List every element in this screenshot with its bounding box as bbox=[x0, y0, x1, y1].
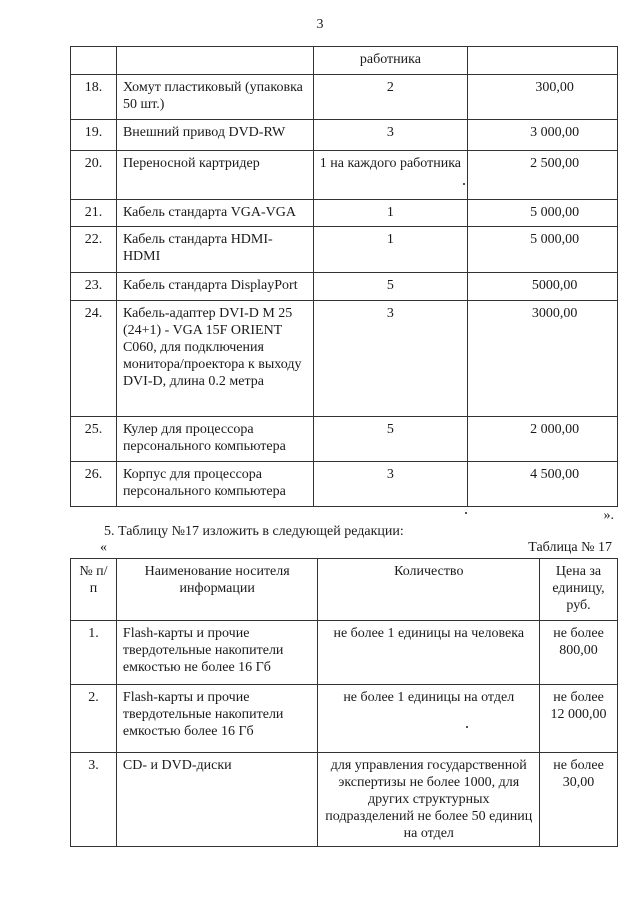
item-price: 3000,00 bbox=[468, 301, 618, 417]
page-number: 3 bbox=[316, 17, 324, 32]
item-price: 4 500,00 bbox=[468, 462, 618, 507]
row-number: 24. bbox=[71, 301, 117, 417]
table-row bbox=[71, 301, 618, 417]
media-price: не более 12 000,00 bbox=[540, 685, 618, 753]
header-quantity: Количество bbox=[318, 559, 540, 621]
row-number bbox=[71, 47, 117, 75]
header-price: Цена за единицу, руб. bbox=[540, 559, 618, 621]
item-price: 2 500,00 bbox=[468, 151, 618, 200]
item-quantity: 1 на каждого работника bbox=[313, 151, 468, 200]
closing-quote: ». bbox=[603, 508, 614, 523]
row-number: 25. bbox=[71, 417, 117, 462]
table-row bbox=[71, 200, 618, 227]
table-caption: Таблица № 17 bbox=[528, 540, 612, 555]
storage-media-table bbox=[70, 558, 618, 847]
table-row bbox=[71, 417, 618, 462]
item-price bbox=[468, 47, 618, 75]
scan-speck bbox=[466, 726, 468, 728]
item-quantity: 5 bbox=[313, 417, 468, 462]
table-row bbox=[71, 120, 618, 151]
table-row bbox=[71, 462, 618, 507]
item-price: 5000,00 bbox=[468, 273, 618, 301]
opening-quote: « bbox=[100, 540, 107, 555]
item-name: Корпус для процессора персонального компьютера bbox=[116, 462, 313, 507]
table-row bbox=[71, 753, 618, 847]
row-number: 21. bbox=[71, 200, 117, 227]
table-row bbox=[71, 227, 618, 273]
table-row bbox=[71, 621, 618, 685]
row-number: 23. bbox=[71, 273, 117, 301]
amendment-paragraph: 5. Таблицу №17 изложить в следующей редакции: bbox=[104, 524, 404, 539]
item-quantity: 3 bbox=[313, 462, 468, 507]
item-name: Кабель-адаптер DVI-D M 25 (24+1) - VGA 15F ORIENT C060, для подключения монитора/проектора к выходу DVI-D, длина 0.2 метра bbox=[116, 301, 313, 417]
item-name: Кулер для процессора персонального компьютера bbox=[116, 417, 313, 462]
row-number: 2. bbox=[71, 685, 117, 753]
item-name: Кабель стандарта HDMI-HDMI bbox=[116, 227, 313, 273]
item-name: Хомут пластиковый (упаковка 50 шт.) bbox=[116, 75, 313, 120]
header-num: № п/п bbox=[71, 559, 117, 621]
item-quantity: 3 bbox=[313, 120, 468, 151]
row-number: 1. bbox=[71, 621, 117, 685]
media-price: не более 800,00 bbox=[540, 621, 618, 685]
item-quantity: 1 bbox=[313, 227, 468, 273]
row-number: 26. bbox=[71, 462, 117, 507]
media-quantity: не более 1 единицы на отдел bbox=[318, 685, 540, 753]
table-header-row bbox=[71, 559, 618, 621]
media-name: CD- и DVD-диски bbox=[116, 753, 318, 847]
table-row bbox=[71, 273, 618, 301]
row-number: 20. bbox=[71, 151, 117, 200]
row-number: 19. bbox=[71, 120, 117, 151]
table-row bbox=[71, 47, 618, 75]
item-price: 300,00 bbox=[468, 75, 618, 120]
item-name: Кабель стандарта DisplayPort bbox=[116, 273, 313, 301]
item-name: Кабель стандарта VGA-VGA bbox=[116, 200, 313, 227]
item-name: Внешний привод DVD-RW bbox=[116, 120, 313, 151]
table-row bbox=[71, 151, 618, 200]
media-name: Flash-карты и прочие твердотельные накопители емкостью не более 16 Гб bbox=[116, 621, 318, 685]
row-number: 3. bbox=[71, 753, 117, 847]
item-name bbox=[116, 47, 313, 75]
item-price: 2 000,00 bbox=[468, 417, 618, 462]
item-name: Переносной картридер bbox=[116, 151, 313, 200]
equipment-table bbox=[70, 46, 618, 507]
item-quantity: 5 bbox=[313, 273, 468, 301]
item-price: 3 000,00 bbox=[468, 120, 618, 151]
media-name: Flash-карты и прочие твердотельные накопители емкостью более 16 Гб bbox=[116, 685, 318, 753]
media-quantity: для управления государственной экспертизы не более 1000, для других структурных подразделений не более 50 единиц на отдел bbox=[318, 753, 540, 847]
row-number: 18. bbox=[71, 75, 117, 120]
item-quantity: работника bbox=[313, 47, 468, 75]
item-quantity: 2 bbox=[313, 75, 468, 120]
table-row bbox=[71, 75, 618, 120]
row-number: 22. bbox=[71, 227, 117, 273]
scan-speck bbox=[465, 512, 467, 514]
item-quantity: 1 bbox=[313, 200, 468, 227]
table-row bbox=[71, 685, 618, 753]
item-price: 5 000,00 bbox=[468, 227, 618, 273]
scan-speck bbox=[463, 183, 465, 185]
item-price: 5 000,00 bbox=[468, 200, 618, 227]
media-quantity: не более 1 единицы на человека bbox=[318, 621, 540, 685]
item-quantity: 3 bbox=[313, 301, 468, 417]
media-price: не более 30,00 bbox=[540, 753, 618, 847]
header-name: Наименование носителя информации bbox=[116, 559, 318, 621]
